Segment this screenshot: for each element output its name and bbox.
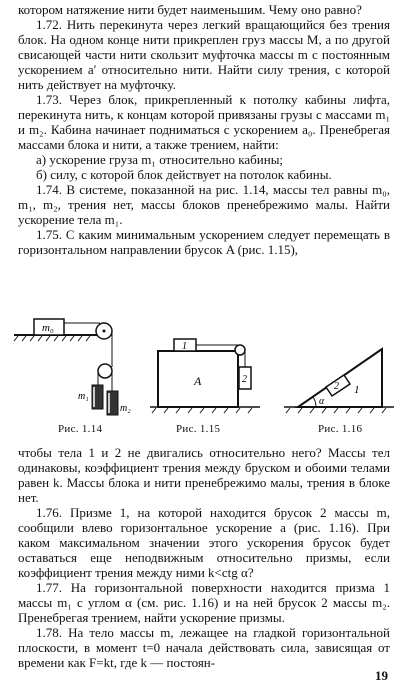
- paragraph-continuation: котором натяжение нити будет наименьшим. Чему оно равно?: [18, 2, 362, 17]
- fig14-label-m1: m₁: [78, 391, 89, 402]
- fig16-caption: Рис. 1.16: [318, 423, 363, 435]
- problem-1-75: 1.75. С каким минимальным ускорением следует перемещать в горизонтальном направлении брусок A (рис. 1.15),: [18, 227, 390, 257]
- figure-1-14: [12, 305, 142, 430]
- fig15-label-2: 2: [242, 374, 247, 385]
- top-text-block: [18, 2, 390, 257]
- figures-row: [0, 305, 402, 445]
- fig14-label-m2: m₂: [120, 403, 131, 414]
- fig16-label-2: 2: [334, 381, 339, 392]
- fig15-caption: Рис. 1.15: [176, 423, 221, 435]
- page-number: 19: [375, 668, 388, 683]
- problem-1-74: 1.74. В системе, показанной на рис. 1.14, массы тел равны m₀, m₁, m₂, трения нет, массы блоков пренебрежимо малы. Найти ускорение тела m₁.: [18, 182, 390, 227]
- problem-1-77: 1.77. На горизонтальной поверхности находится призма 1 массы m₁ с углом α (см. рис. 1.16) и на ней брусок 2 массы m₂. Пренебрегая трением, найти ускорение призмы.: [18, 580, 390, 625]
- bottom-text-block: [18, 445, 390, 670]
- problem-1-72: 1.72. Нить перекинута через легкий вращающийся без трения блок. На одном конце нити прикреплен груз массы M, а по другой свисающей части нити скользит муфточка массы m с постоянным ускорением a′ относительно нити. Найти силу трения, с которой нить действует на муфточку.: [18, 17, 390, 92]
- fig14-table-hatch: [14, 336, 90, 341]
- fig14-pulley-bottom: [98, 364, 112, 378]
- problem-1-78: 1.78. На тело массы m, лежащее на гладкой горизонтальной плоскости, в момент t=0 начала действовать сила, зависящая от времени как F=kt, где k — постоян-: [18, 625, 390, 670]
- problem-1-73: 1.73. Через блок, прикрепленный к потолку кабины лифта, перекинута нить, к концам которой привязаны грузы с массами m₁ и m₂. Кабина начинает подниматься с ускорением a₀. Пренебрегая массами блока и нити, а также трением, найти:: [18, 92, 390, 152]
- fig14-label-m0: m₀: [42, 322, 54, 334]
- paragraph-1-75-continuation: чтобы тела 1 и 2 не двигались относительно него? Массы тел одинаковы, коэффициент трения между бруском и обоими телами равен k. Массы блока и нити пренебрежимо малы, трения в блоке нет.: [18, 445, 390, 505]
- problem-1-73-b: б) силу, с которой блок действует на потолок кабины.: [36, 167, 332, 182]
- fig16-label-1: 1: [354, 384, 360, 396]
- fig16-label-alpha: α: [319, 396, 325, 407]
- problem-1-73-a: а) ускорение груза m₁ относительно кабины;: [36, 152, 284, 167]
- fig15-label-1: 1: [182, 341, 187, 352]
- problem-1-76: 1.76. Призме 1, на которой находится брусок 2 массы m, сообщили влево горизонтальное ускорение a (рис. 1.16). При каком максимальном значении этого ускорения брусок будет оставаться еще неподвижным относительно призмы, если коэффициент трения между ними k<ctg α?: [18, 505, 390, 580]
- figure-1-15: [148, 305, 263, 430]
- figure-1-16: [282, 305, 397, 430]
- fig15-pulley: [235, 345, 245, 355]
- fig14-caption: Рис. 1.14: [58, 423, 103, 435]
- fig15-label-A: A: [194, 374, 202, 388]
